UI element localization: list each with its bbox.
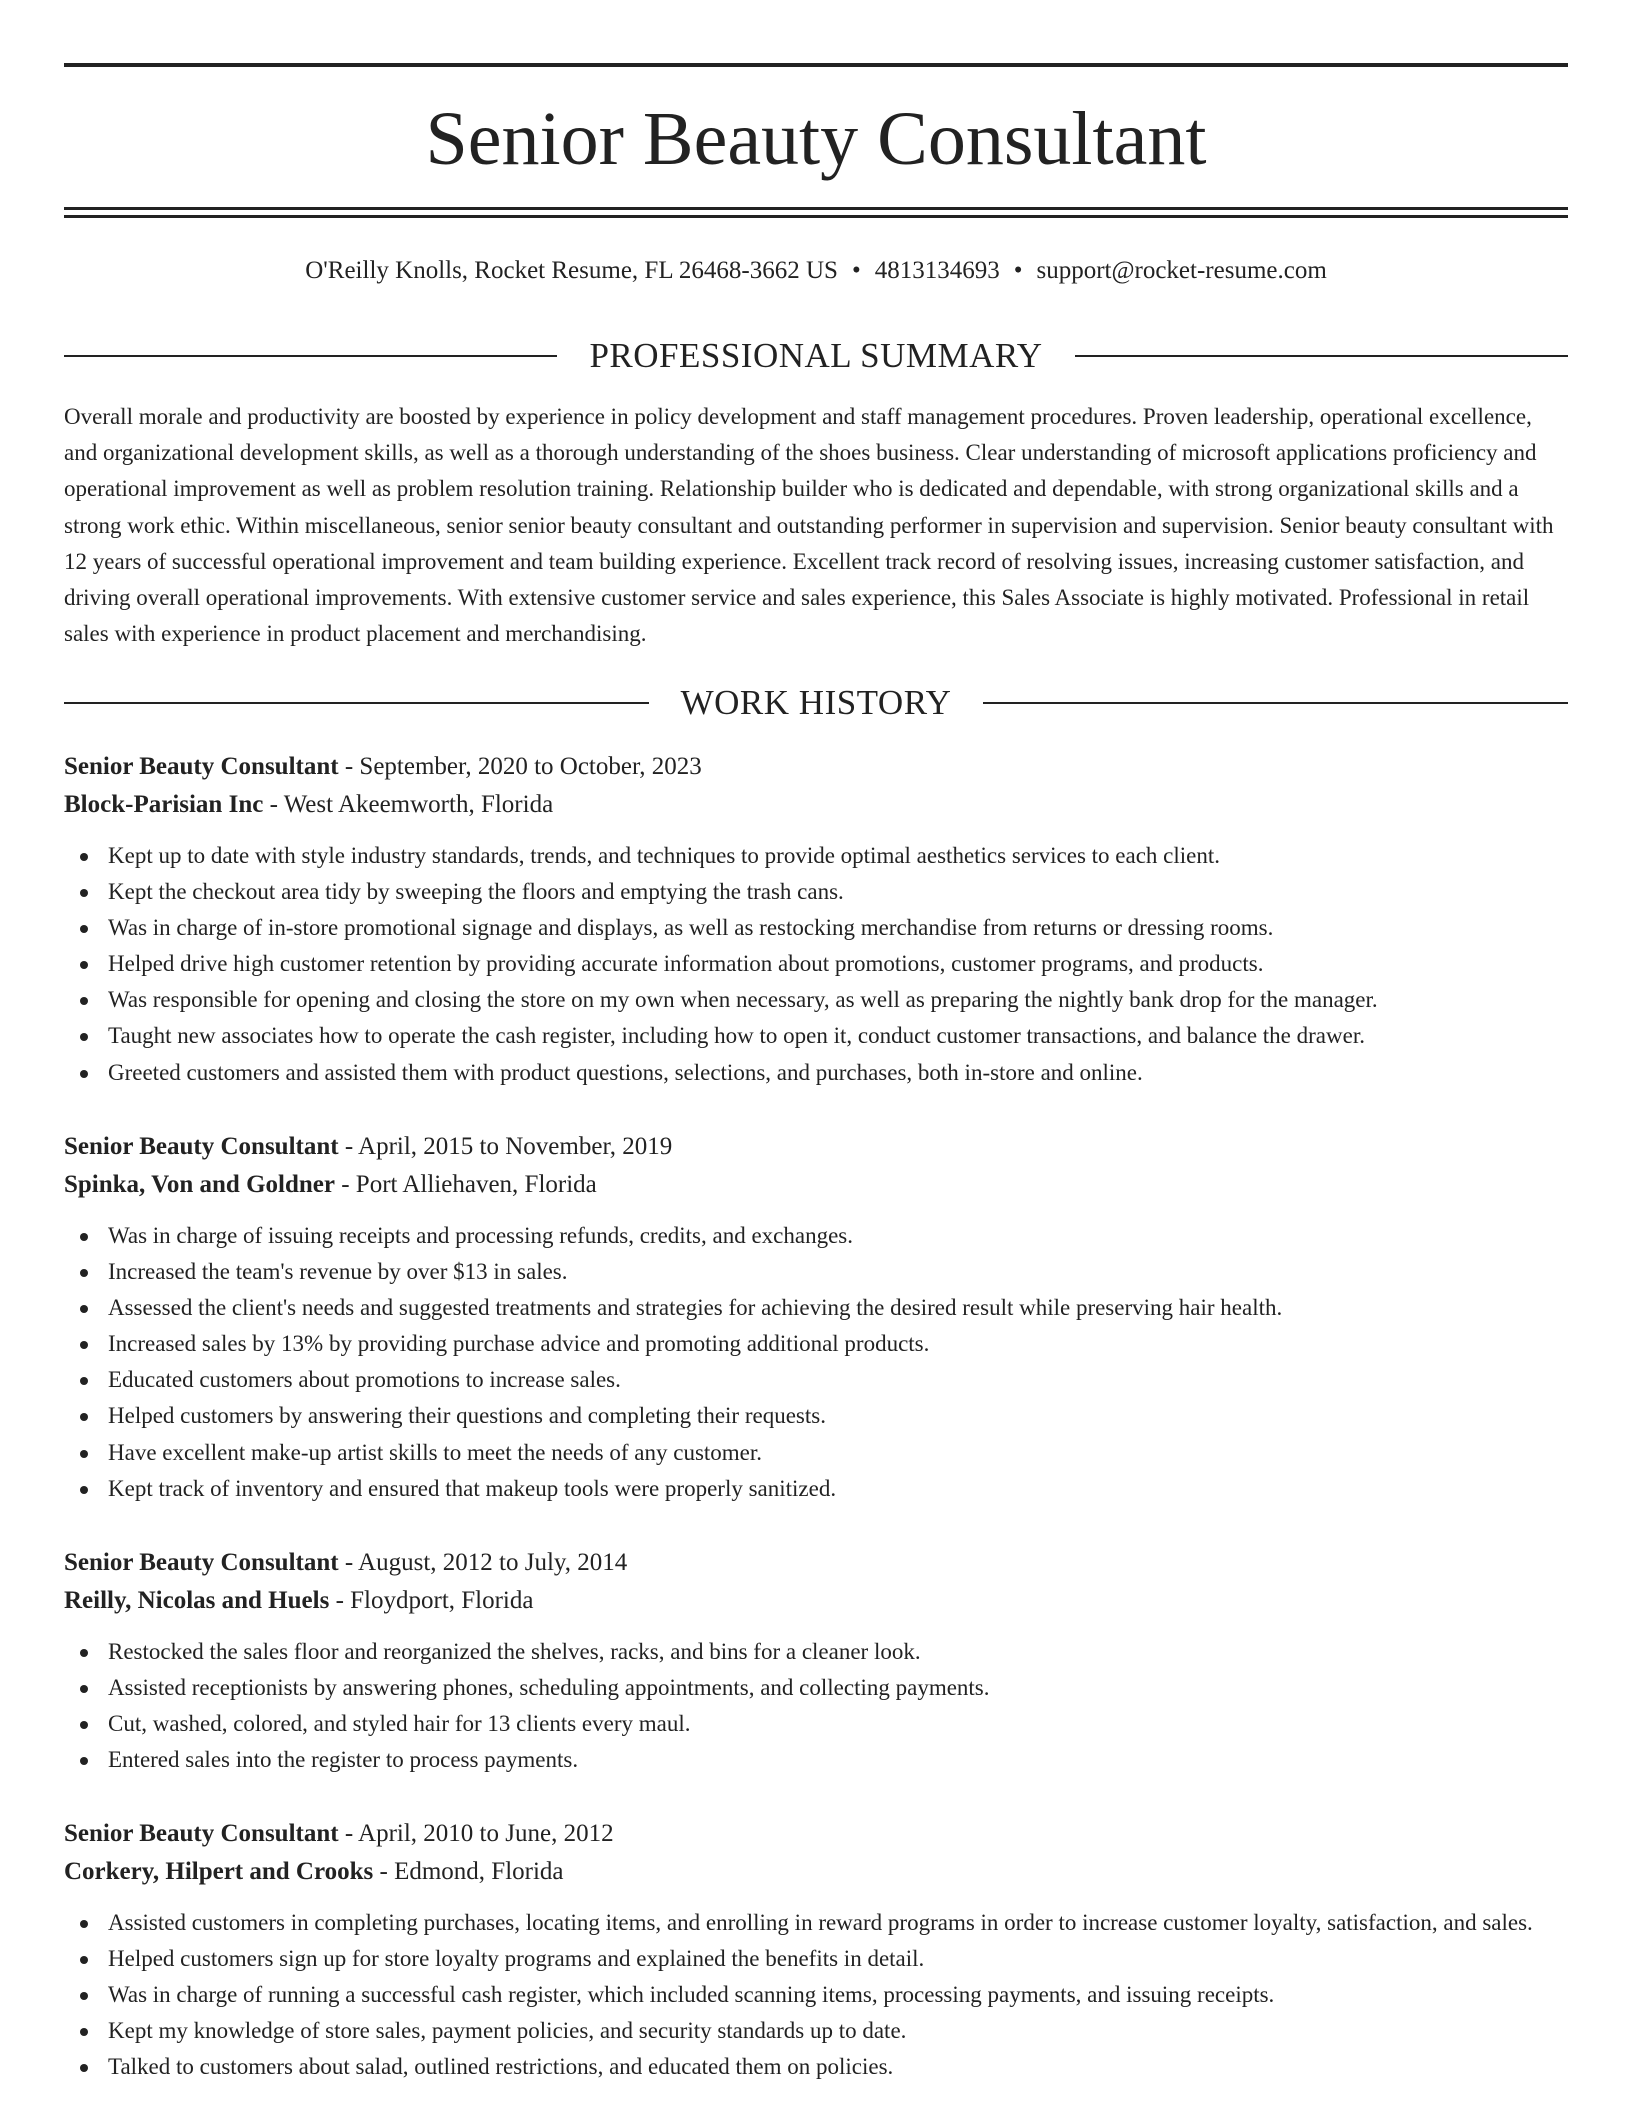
contact-separator: • <box>851 257 861 284</box>
job-dates: - April, 2015 to November, 2019 <box>338 1133 673 1160</box>
job-bullets <box>64 1634 1568 1778</box>
summary-heading-title: PROFESSIONAL SUMMARY <box>589 336 1043 375</box>
summary-text: Overall morale and productivity are boosted by experience in policy development and staff management procedures. Proven leadership, operational excellence, and organizational development skills, as well as a thorough understanding of the shoes business. Clear understanding of microsoft applications proficiency and operational improvement as well as problem resolution training. Relationship builder who is dedicated and dependable, with strong organizational skills and a strong work ethic. Within miscellaneous, senior senior beauty consultant and outstanding performer in supervision and supervision. Senior beauty consultant with 12 years of successful operational improvement and team building experience. Excellent track record of resolving issues, increasing customer satisfaction, and driving overall operational improvements. With extensive customer service and sales experience, this Sales Associate is highly motivated. Professional in retail sales with experience in product placement and merchandising. <box>64 404 1554 647</box>
list-item: Helped drive high customer retention by providing accurate information about promotions, customer programs, and products. <box>108 946 1568 982</box>
job-entry <box>64 1815 1568 2085</box>
list-item: Increased the team's revenue by over $13 in sales. <box>108 1254 1568 1290</box>
list-item: Educated customers about promotions to increase sales. <box>108 1362 1568 1398</box>
list-item: Talked to customers about salad, outlined restrictions, and educated them on policies. <box>108 2049 1568 2085</box>
list-item: Cut, washed, colored, and styled hair for 13 clients every maul. <box>108 1706 1568 1742</box>
summary-heading <box>64 336 1568 376</box>
job-location: - Port Alliehaven, Florida <box>334 1171 597 1198</box>
job-entry <box>64 1128 1568 1507</box>
job-title-line <box>64 1815 1568 1853</box>
job-title-line <box>64 1544 1568 1582</box>
job-company-line <box>64 1582 1568 1620</box>
job-title: Senior Beauty Consultant <box>64 1549 339 1576</box>
job-bullets <box>64 838 1568 1091</box>
contact-phone: 4813134693 <box>874 257 1000 284</box>
job-entry <box>64 748 1568 1091</box>
header-rule-lower <box>64 215 1568 218</box>
list-item: Assisted receptionists by answering phones, scheduling appointments, and collecting payments. <box>108 1670 1568 1706</box>
list-item: Was in charge of running a successful cash register, which included scanning items, processing payments, and issuing receipts. <box>108 1977 1568 2013</box>
list-item: Assessed the client's needs and suggested treatments and strategies for achieving the desired result while preserving hair health. <box>108 1290 1568 1326</box>
heading-rule-right <box>1075 355 1568 357</box>
top-rule <box>64 63 1568 67</box>
job-title: Senior Beauty Consultant <box>64 1820 339 1847</box>
job-company: Block-Parisian Inc <box>64 791 264 818</box>
list-item: Kept track of inventory and ensured that makeup tools were properly sanitized. <box>108 1471 1568 1507</box>
header-rule-upper <box>64 207 1568 210</box>
list-item: Helped customers by answering their questions and completing their requests. <box>108 1398 1568 1434</box>
list-item: Was in charge of issuing receipts and processing refunds, credits, and exchanges. <box>108 1218 1568 1254</box>
list-item: Kept the checkout area tidy by sweeping the floors and emptying the trash cans. <box>108 874 1568 910</box>
contact-line <box>64 255 1568 287</box>
job-company-line <box>64 1853 1568 1891</box>
list-item: Greeted customers and assisted them with product questions, selections, and purchases, both in-store and online. <box>108 1055 1568 1091</box>
list-item: Restocked the sales floor and reorganized the shelves, racks, and bins for a cleaner look. <box>108 1634 1568 1670</box>
job-dates: - April, 2010 to June, 2012 <box>338 1820 614 1847</box>
list-item: Kept up to date with style industry standards, trends, and techniques to provide optimal aesthetics services to each client. <box>108 838 1568 874</box>
job-dates: - August, 2012 to July, 2014 <box>338 1549 628 1576</box>
job-location: - Edmond, Florida <box>373 1858 564 1885</box>
job-location: - Floydport, Florida <box>329 1587 534 1614</box>
list-item: Taught new associates how to operate the cash register, including how to open it, conduct customer transactions, and balance the drawer. <box>108 1018 1568 1054</box>
contact-address: O'Reilly Knolls, Rocket Resume, FL 26468-3662 US <box>305 257 838 284</box>
job-location: - West Akeemworth, Florida <box>263 791 554 818</box>
job-company: Reilly, Nicolas and Huels <box>64 1587 330 1614</box>
job-title-line <box>64 748 1568 786</box>
list-item: Increased sales by 13% by providing purchase advice and promoting additional products. <box>108 1326 1568 1362</box>
list-item: Helped customers sign up for store loyalty programs and explained the benefits in detail. <box>108 1941 1568 1977</box>
job-title-line <box>64 1128 1568 1166</box>
list-item: Entered sales into the register to process payments. <box>108 1742 1568 1778</box>
job-entry <box>64 1544 1568 1778</box>
heading-rule-left <box>64 702 649 704</box>
contact-separator: • <box>1013 257 1023 284</box>
job-dates: - September, 2020 to October, 2023 <box>338 753 702 780</box>
work-history-heading <box>64 683 1568 723</box>
list-item: Was responsible for opening and closing the store on my own when necessary, as well as preparing the nightly bank drop for the manager. <box>108 982 1568 1018</box>
job-bullets <box>64 1905 1568 2085</box>
list-item: Kept my knowledge of store sales, payment policies, and security standards up to date. <box>108 2013 1568 2049</box>
job-title: Senior Beauty Consultant <box>64 1133 339 1160</box>
list-item: Was in charge of in-store promotional signage and displays, as well as restocking merchandise from returns or dressing rooms. <box>108 910 1568 946</box>
list-item: Assisted customers in completing purchases, locating items, and enrolling in reward programs in order to increase customer loyalty, satisfaction, and sales. <box>108 1905 1568 1941</box>
contact-email: support@rocket-resume.com <box>1036 257 1327 284</box>
job-company-line <box>64 1166 1568 1204</box>
heading-rule-right <box>983 702 1568 704</box>
job-title: Senior Beauty Consultant <box>64 753 339 780</box>
job-company: Corkery, Hilpert and Crooks <box>64 1858 374 1885</box>
heading-rule-left <box>64 355 557 357</box>
job-company-line <box>64 786 1568 824</box>
job-bullets <box>64 1218 1568 1507</box>
list-item: Have excellent make-up artist skills to meet the needs of any customer. <box>108 1435 1568 1471</box>
job-company: Spinka, Von and Goldner <box>64 1171 335 1198</box>
work-history-heading-title: WORK HISTORY <box>680 683 952 722</box>
resume-name: Senior Beauty Consultant <box>425 97 1207 181</box>
